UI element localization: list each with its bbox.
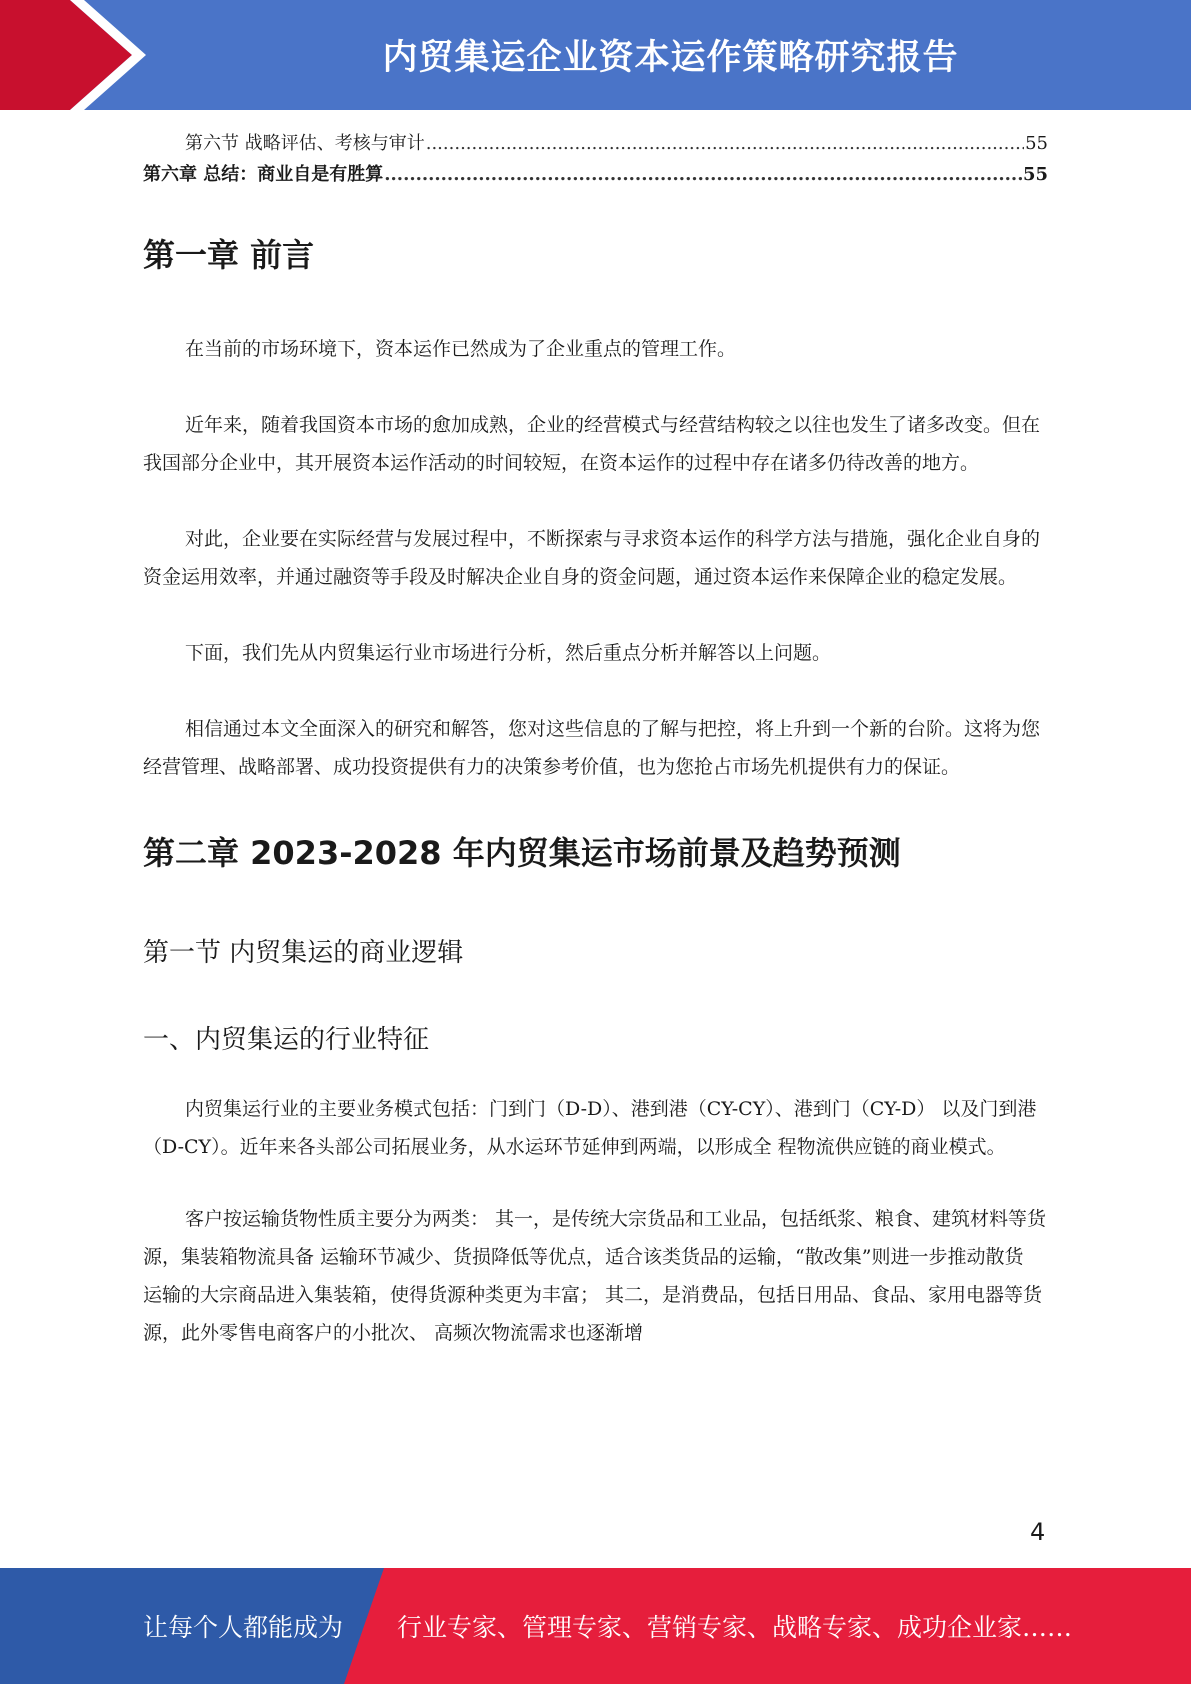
header-banner	[0, 0, 1191, 110]
body-paragraph: 客户按运输货物性质主要分为两类： 其一，是传统大宗货品和工业品，包括纸浆、粮食、建筑材料等货源，集装箱物流具备 运输环节减少、货损降低等优点，适合该类货品的运输，“散改集”则进一步推动散货 运输的大宗商品进入集装箱，使得货源种类更为丰富； 其二，是消费品，包括日用品、食品、家用电器等货源，此外零售电商客户的小批次、 高频次物流需求也逐渐增	[143, 1208, 1047, 1344]
footer-slogan-right: 行业专家、管理专家、营销专家、战略专家、成功企业家……	[397, 1613, 1073, 1642]
toc-entry-label: 第六节 战略评估、考核与审计	[185, 133, 425, 154]
report-title: 内贸集运企业资本运作策略研究报告	[382, 38, 959, 78]
footer-slogan-left: 让每个人都能成为	[143, 1613, 344, 1642]
chapter-1-heading: 第一章 前言	[143, 236, 315, 274]
body-paragraph: 下面，我们先从内贸集运行业市场进行分析，然后重点分析并解答以上问题。	[185, 642, 832, 664]
body-paragraph: 相信通过本文全面深入的研究和解答，您对这些信息的了解与把控，将上升到一个新的台阶。这将为您经营管理、战略部署、成功投资提供有力的决策参考价值，也为您抢占市场先机提供有力的保证。	[143, 718, 1041, 778]
toc-entry[interactable]	[143, 159, 1048, 190]
table-of-contents	[143, 128, 1048, 190]
body-paragraph: 近年来，随着我国资本市场的愈加成熟，企业的经营模式与经营结构较之以往也发生了诸多改变。但在我国部分企业中，其开展资本运作活动的时间较短，在资本运作的过程中存在诸多仍待改善的地方。	[143, 414, 1041, 474]
section-heading: 第一节 内贸集运的商业逻辑	[143, 938, 464, 968]
subsection-heading: 一、内贸集运的行业特征	[143, 1025, 430, 1055]
footer-banner	[0, 1568, 1191, 1684]
page-content	[143, 128, 1048, 1352]
body-paragraph: 在当前的市场环境下，资本运作已然成为了企业重点的管理工作。	[185, 338, 737, 360]
toc-entry-page: 55	[1025, 133, 1048, 154]
toc-entry-label: 第六章 总结：商业自是有胜算	[143, 164, 384, 185]
toc-entry-page: 55	[1022, 164, 1048, 185]
toc-entry[interactable]	[143, 128, 1048, 159]
body-paragraph: 内贸集运行业的主要业务模式包括：门到门（D-D）、港到港（CY-CY）、港到门（CY-D） 以及门到港（D-CY）。近年来各头部公司拓展业务，从水运环节延伸到两端，以形成全 程物流供应链的商业模式。	[143, 1098, 1037, 1158]
chapter-2-heading: 第二章 2023-2028 年内贸集运市场前景及趋势预测	[143, 834, 901, 872]
toc-leader-dots	[426, 128, 1024, 159]
toc-leader-dots	[384, 159, 1022, 190]
page-number: 4	[1030, 1518, 1046, 1546]
body-paragraph: 对此，企业要在实际经营与发展过程中，不断探索与寻求资本运作的科学方法与措施，强化企业自身的资金运用效率，并通过融资等手段及时解决企业自身的资金问题，通过资本运作来保障企业的稳定发展。	[143, 528, 1041, 588]
